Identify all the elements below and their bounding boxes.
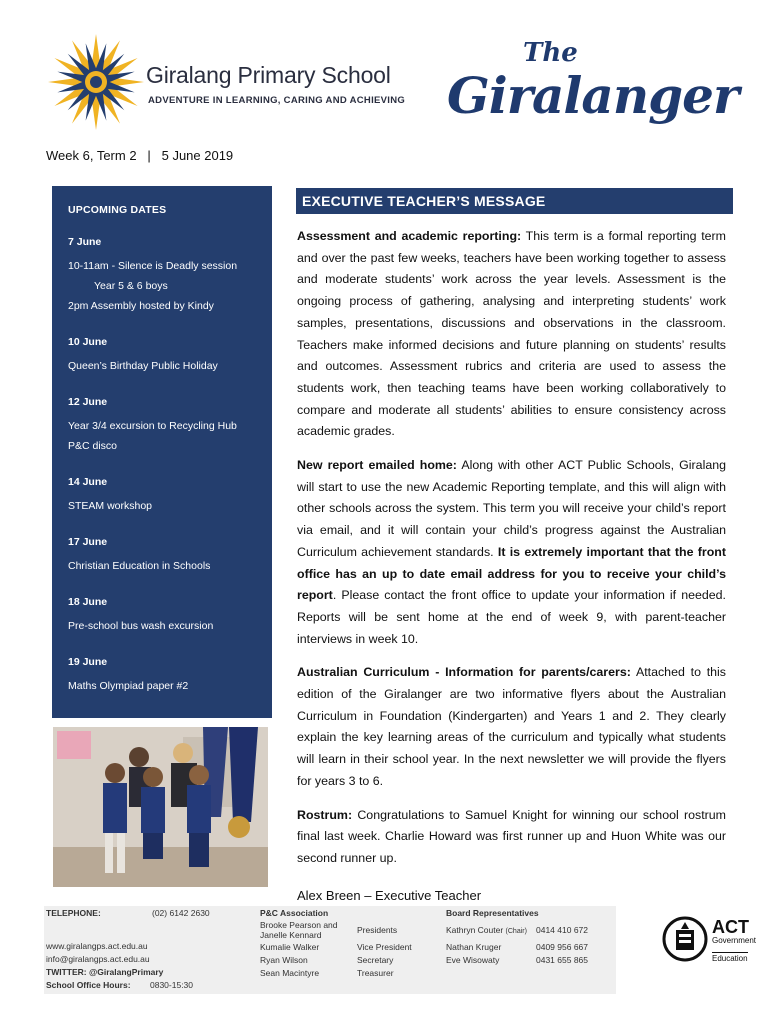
event-item: Pre-school bus wash excursion (68, 620, 214, 632)
event-item: Maths Olympiad paper #2 (68, 680, 189, 692)
date-label: 19 June (68, 656, 108, 668)
board-member-note: (Chair) (505, 928, 527, 935)
footer-contacts (44, 906, 616, 994)
paragraph-heading: New report emailed home: (297, 458, 457, 473)
paragraph-text: Attached to this edition of the Giralanger are two informative flyers about the Australian Curriculum in Foundation (Kindergarten) and Years 1 and 2. They clearly explain the key learning areas of the curriculum and typically what students will learn in their school year. In the next newsletter we will provide the flyers for years 3 to 6. (297, 665, 727, 788)
office-hours: 0830-15:30 (150, 980, 194, 990)
upcoming-dates-heading: UPCOMING DATES (68, 204, 167, 216)
paragraph-text: . Please contact the front office to update your information if needed. Reports will be sent home at the end of week 9, with parent-teacher interviews in week 10. (297, 588, 726, 646)
board-member-name-text: Kathryn Couter (446, 925, 504, 935)
paragraph-text: Congratulations to Samuel Knight for winning our school rostrum final last week. Charlie Howard was first runner up and Huon White was our second runner up. (297, 807, 726, 865)
email-link[interactable]: info@giralangps.act.edu.au (46, 954, 150, 964)
paragraph-report (297, 455, 726, 650)
executive-message (297, 226, 726, 882)
board-member-phone: 0414 410 672 (536, 925, 588, 935)
date-group (68, 536, 272, 576)
pc-member-role: Vice President (357, 942, 412, 952)
date-group (68, 656, 272, 696)
pc-member-name: Sean Macintyre (260, 968, 320, 978)
school-star-logo (46, 32, 146, 132)
pc-member-role: Secretary (357, 955, 394, 965)
board-member-name: Nathan Kruger (446, 942, 502, 952)
pc-member-name: Janelle Kennard (260, 930, 322, 940)
paragraph-emphasis: It is extremely important that the front office has an up to date email address for you to receive your child’s report (297, 544, 726, 603)
date-label: 7 June (68, 236, 102, 248)
office-hours-label: School Office Hours: (46, 980, 131, 990)
event-item: Queen’s Birthday Public Holiday (68, 360, 218, 372)
paragraph-heading: Rostrum: (297, 807, 353, 822)
school-tagline: ADVENTURE IN LEARNING, CARING AND ACHIEVING (148, 95, 406, 106)
website-link[interactable]: www.giralangps.act.edu.au (46, 941, 148, 951)
masthead-title: Giralanger (447, 66, 739, 125)
paragraph-curriculum (297, 662, 726, 792)
school-name: Giralang Primary School (146, 62, 391, 88)
pc-member-name: Kumalie Walker (260, 942, 320, 952)
date-label: 17 June (68, 536, 108, 548)
date-group (68, 336, 272, 376)
paragraph-assessment (297, 226, 726, 443)
act-education-label: Education (712, 954, 748, 963)
date-label: 14 June (68, 476, 108, 488)
act-government-label: Government (712, 936, 757, 945)
board-member-name (446, 925, 527, 935)
date-group (68, 596, 272, 636)
event-item: Year 5 & 6 boys (94, 280, 168, 292)
event-item: 2pm Assembly hosted by Kindy (68, 300, 214, 312)
date-label: 10 June (68, 336, 108, 348)
twitter-handle[interactable]: TWITTER: @GiralangPrimary (46, 967, 164, 977)
act-crest-icon (662, 916, 708, 962)
pc-member-name: Brooke Pearson and (260, 920, 338, 930)
event-item: 10-11am - Silence is Deadly session (68, 260, 238, 272)
signature: Alex Breen – Executive Teacher (297, 888, 482, 903)
pc-member-role: Treasurer (357, 968, 394, 978)
issue-line: Week 6, Term 2 | 5 June 2019 (46, 148, 234, 163)
board-member-name: Eve Wisowaty (446, 955, 500, 965)
rostrum-photo (53, 727, 268, 887)
pc-heading: P&C Association (260, 908, 329, 918)
board-member-phone: 0431 655 865 (536, 955, 588, 965)
event-item: P&C disco (68, 440, 118, 452)
masthead-the: The (523, 38, 578, 68)
paragraph-text: Along with other ACT Public Schools, Giralang will start to use the new Academic Reporting template, and this will align with other schools across the system. This term you will receive your child’s report via email, and it will contain your child’s progress against the Australian Curriculum achievement standards. (297, 458, 726, 559)
event-item: Christian Education in Schools (68, 560, 211, 572)
board-heading: Board Representatives (446, 908, 539, 918)
date-group (68, 236, 272, 316)
paragraph-rostrum (297, 805, 726, 870)
pc-member-name: Ryan Wilson (260, 955, 308, 965)
pc-member-role: Presidents (357, 925, 398, 935)
event-item: Year 3/4 excursion to Recycling Hub (68, 420, 237, 432)
upcoming-dates-panel (52, 186, 272, 718)
telephone-number: (02) 6142 2630 (152, 908, 210, 918)
date-group (68, 396, 272, 456)
board-member-phone: 0409 956 667 (536, 942, 588, 952)
date-label: 18 June (68, 596, 108, 608)
paragraph-text: This term is a formal reporting term and over the past few weeks, teachers have been working together to assess and moderate students’ work across the year levels. Assessment is the ongoing process of gathering, analysing and interpreting students’ work samples, presentations, discussions and observations in the classroom. Teachers make informed decisions and future planning on students’ results and outcomes. Assessment rubrics and criteria are used to assess the students work, then teaching teams have been working collaboratively to compare and moderate all students’ abilities to ensure consistency across academic grades. (297, 229, 726, 439)
event-item: STEAM workshop (68, 500, 153, 512)
telephone-label: TELEPHONE: (46, 908, 101, 918)
date-label: 12 June (68, 396, 108, 408)
act-government-logo (662, 916, 757, 966)
act-wordmark: ACT (712, 917, 749, 937)
paragraph-heading: Australian Curriculum - Information for parents/carers: (297, 665, 631, 680)
paragraph-heading: Assessment and academic reporting: (297, 229, 522, 243)
section-title-bar: EXECUTIVE TEACHER’S MESSAGE (296, 188, 733, 214)
date-group (68, 476, 272, 516)
